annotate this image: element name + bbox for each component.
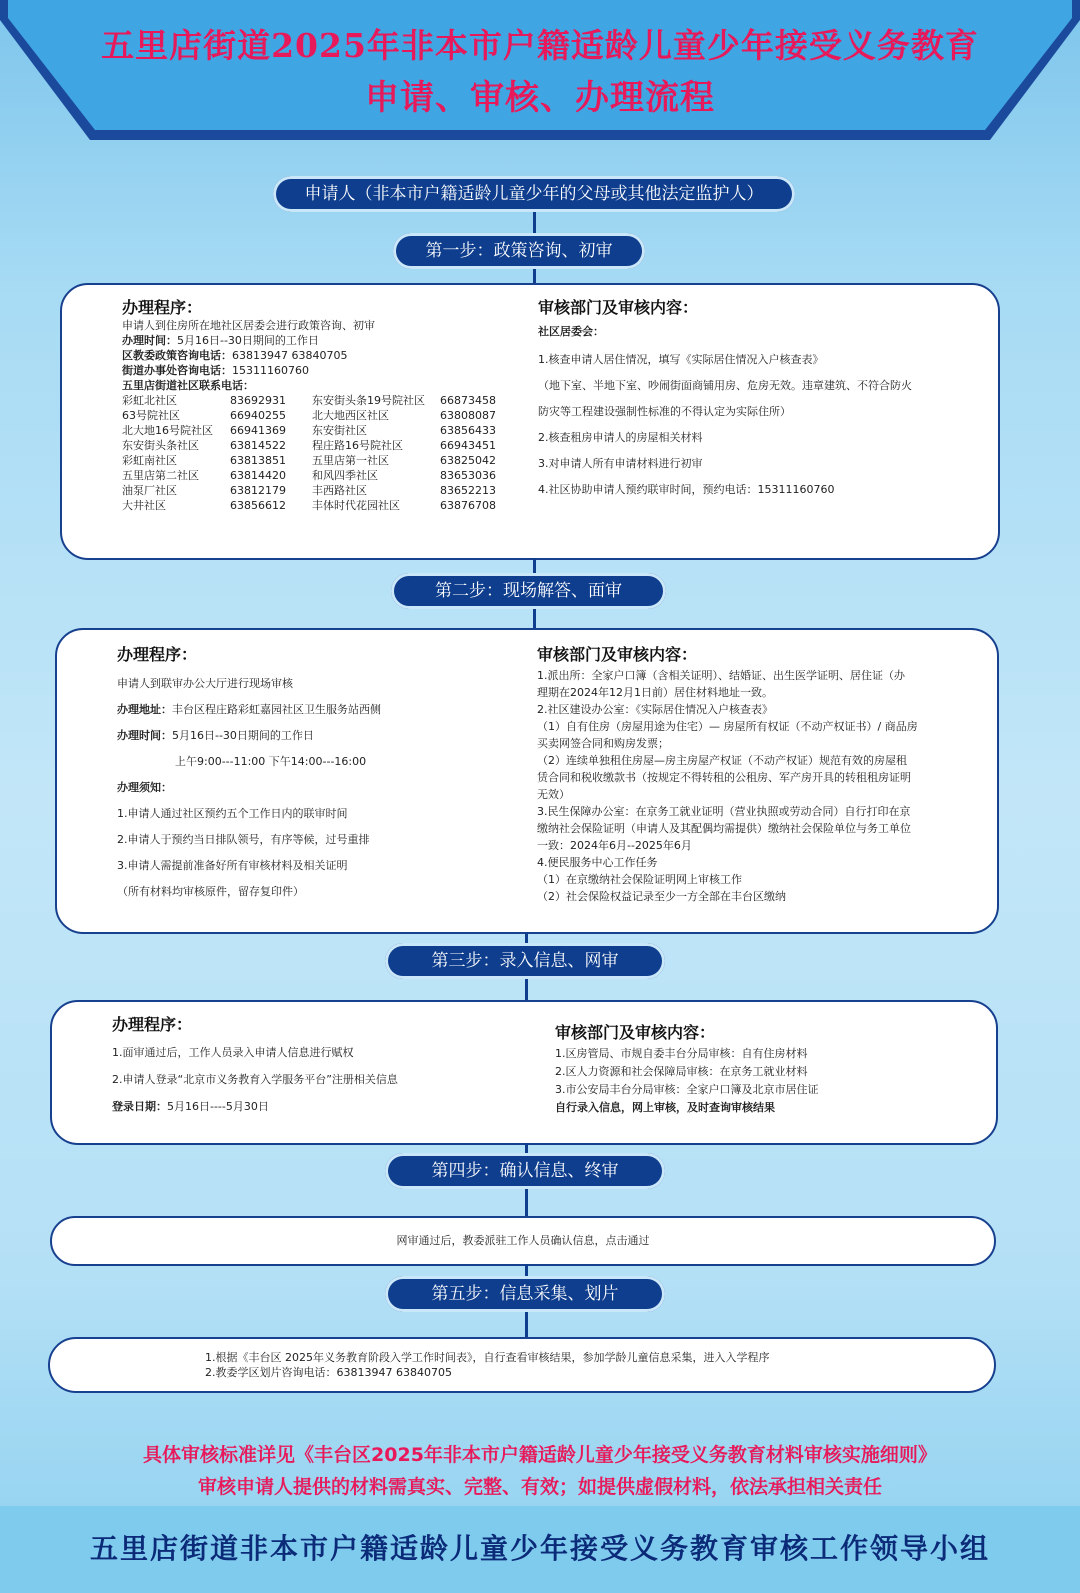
step3-right-item: 3.市公安局丰台分局审核：全家户口簿及北京市居住证 [555, 1083, 819, 1096]
step2-procedure [117, 642, 527, 905]
review-standard-note: 具体审核标准详见《丰台区2025年非本市户籍适龄儿童少年接受义务教育材料审核实施细则》 [143, 1444, 937, 1466]
community-phone: 63813851 [230, 454, 286, 467]
step2-item: 缴纳社会保险证明（申请人及其配偶均需提供）缴纳社会保险单位与务工单位 [537, 822, 911, 835]
step1-item: （地下室、半地下室、吵闹街面商铺用房、危房无效。违章建筑、不符合防火 [538, 379, 912, 392]
step3-date-value: 5月16日----5月30日 [167, 1100, 269, 1113]
connector [525, 1189, 528, 1219]
step2-notice: （所有材料均审核原件，留存复印件） [117, 885, 304, 898]
community-phone: 63856612 [230, 499, 286, 512]
step1-item: 2.核查租房申请人的房屋相关材料 [538, 431, 703, 444]
community-phone: 63814420 [230, 469, 286, 482]
community-row [122, 438, 522, 453]
community-phone: 63808087 [440, 409, 496, 422]
community-name: 油泵厂社区 [122, 484, 177, 497]
step3-right-heading: 审核部门及审核内容： [555, 1023, 716, 1042]
page-title: 五里店街道2025年非本市户籍适龄儿童少年接受义务教育 [101, 26, 979, 65]
step3-right-item: 2.区人力资源和社会保障局审核：在京务工就业材料 [555, 1065, 808, 1078]
step2-hours: 上午9:00---11:00 下午14:00---16:00 [175, 755, 367, 768]
step1-edu-label: 区教委政策咨询电话： [122, 349, 232, 362]
community-row [122, 498, 522, 513]
step1-box [60, 283, 1000, 560]
step2-item: 买卖网签合同和购房发票； [537, 737, 669, 750]
step1-time-label: 办理时间： [122, 334, 177, 347]
community-phone: 83652213 [440, 484, 496, 497]
step3-item: 1.面审通过后，工作人员录入申请人信息进行赋权 [112, 1046, 354, 1059]
community-phone: 83653036 [440, 469, 496, 482]
step1-left-heading: 办理程序： [122, 298, 203, 317]
community-phone: 66940255 [230, 409, 286, 422]
step2-item: 一致：2024年6月--2025年6月 [537, 839, 692, 852]
step1-item: 1.核查申请人居住情况，填写《实际居住情况入户核查表》 [538, 353, 824, 366]
step2-notice: 1.申请人通过社区预约五个工作日内的联审时间 [117, 807, 348, 820]
community-name: 东安街社区 [312, 424, 367, 437]
community-name: 63号院社区 [122, 409, 180, 422]
step2-item: 4.便民服务中心工作任务 [537, 856, 658, 869]
step1-community-label: 五里店街道社区联系电话： [122, 379, 254, 392]
community-name: 丰体时代花园社区 [312, 499, 400, 512]
community-phone-list [122, 393, 522, 513]
step2-time-label: 办理时间： [117, 729, 172, 742]
community-phone: 63876708 [440, 499, 496, 512]
step2-addr-value: 丰台区程庄路彩虹嘉园社区卫生服务站西侧 [172, 703, 381, 716]
step5-label: 第五步：信息采集、划片 [385, 1276, 665, 1312]
step1-label: 第一步：政策咨询、初审 [393, 233, 645, 269]
step2-notice: 2.申请人于预约当日排队领号，有序等候，过号重排 [117, 833, 370, 846]
step2-notice: 3.申请人需提前准备好所有审核材料及相关证明 [117, 859, 348, 872]
community-name: 五里店第一社区 [312, 454, 389, 467]
community-row [122, 408, 522, 423]
community-name: 大井社区 [122, 499, 166, 512]
step1-right-heading: 审核部门及审核内容： [538, 298, 699, 317]
community-name: 彩虹南社区 [122, 454, 177, 467]
community-phone: 66943451 [440, 439, 496, 452]
step1-item: 3.对申请人所有申请材料进行初审 [538, 457, 703, 470]
community-row [122, 483, 522, 498]
step2-review [537, 642, 982, 905]
step1-procedure [122, 295, 522, 513]
step1-item: 防灾等工程建设强制性标准的不得认定为实际住所） [538, 405, 791, 418]
step5-line2: 2.教委学区划片咨询电话：63813947 63840705 [205, 1366, 452, 1379]
step3-right-item: 1.区房管局、市规自委丰台分局审核：自有住房材料 [555, 1047, 808, 1060]
community-row [122, 423, 522, 438]
step1-review [538, 295, 988, 503]
community-row [122, 393, 522, 408]
community-name: 北大地西区社区 [312, 409, 389, 422]
step2-item: 2.社区建设办公室：《实际居住情况入户核查表》 [537, 703, 773, 716]
community-name: 彩虹北社区 [122, 394, 177, 407]
community-phone: 66873458 [440, 394, 496, 407]
community-row [122, 453, 522, 468]
community-phone: 63812179 [230, 484, 286, 497]
community-name: 五里店第二社区 [122, 469, 199, 482]
step2-addr-label: 办理地址： [117, 703, 172, 716]
step2-item: 理期在2024年12月1日前）居住材料地址一致。 [537, 686, 773, 699]
step2-line1: 申请人到联审办公大厅进行现场审核 [117, 677, 293, 690]
community-row [122, 468, 522, 483]
step3-item: 2.申请人登录“北京市义务教育入学服务平台”注册相关信息 [112, 1073, 398, 1086]
step1-right-sub: 社区居委会： [538, 325, 604, 338]
step1-edu-value: 63813947 63840705 [232, 349, 348, 362]
step2-item: （1）自有住房（房屋用途为住宅）— 房屋所有权证（不动产权证书）/ 商品房 [537, 720, 918, 733]
step2-item: （1）在京缴纳社会保险证明网上审核工作 [537, 873, 742, 886]
community-name: 程庄路16号院社区 [312, 439, 403, 452]
step1-line1: 申请人到住房所在地社区居委会进行政策咨询、初审 [122, 319, 375, 332]
step2-time-value: 5月16日--30日期间的工作日 [172, 729, 314, 742]
step2-right-heading: 审核部门及审核内容： [537, 645, 698, 664]
community-phone: 63825042 [440, 454, 496, 467]
step2-item: （2）连续单独租住房屋—房主房屋产权证（不动产权证）规范有效的房屋租 [537, 754, 907, 767]
community-phone: 63856433 [440, 424, 496, 437]
step3-review [555, 1020, 975, 1117]
step5-box [48, 1337, 996, 1393]
page-subtitle: 申请、审核、办理流程 [365, 78, 715, 118]
authenticity-note: 审核申请人提供的材料需真实、完整、有效；如提供虚假材料，依法承担相关责任 [197, 1476, 882, 1498]
connector [525, 1312, 528, 1340]
community-phone: 63814522 [230, 439, 286, 452]
applicant-label: 申请人（非本市户籍适龄儿童少年的父母或其他法定监护人） [273, 176, 795, 212]
step1-item: 4.社区协助申请人预约联审时间，预约电话：15311160760 [538, 483, 835, 496]
step4-box [50, 1216, 996, 1266]
step4-label: 第四步：确认信息、终审 [385, 1153, 665, 1189]
community-name: 和风四季社区 [312, 469, 378, 482]
step2-label: 第二步：现场解答、面审 [391, 573, 666, 609]
step3-date-label: 登录日期： [112, 1100, 167, 1113]
step5-line1: 1.根据《丰台区 2025年义务教育阶段入学工作时间表》，自行查看审核结果，参加学龄儿童信息采集，进入入学程序 [205, 1351, 770, 1364]
community-name: 丰西路社区 [312, 484, 367, 497]
community-name: 东安街头条19号院社区 [312, 394, 425, 407]
step2-item: （2）社会保险权益记录至少一方全部在丰台区缴纳 [537, 890, 786, 903]
step3-label: 第三步：录入信息、网审 [385, 943, 665, 979]
header-banner [0, 0, 1080, 150]
step2-box [55, 628, 999, 934]
step3-left-heading: 办理程序： [112, 1015, 193, 1034]
community-name: 东安街头条社区 [122, 439, 199, 452]
step3-right-bold: 自行录入信息，网上审核，及时查询审核结果 [555, 1101, 775, 1114]
step2-notice-label: 办理须知： [117, 781, 172, 794]
step2-item: 无效） [537, 788, 570, 801]
step2-item: 1.派出所：全家户口簿（含相关证明）、结婚证、出生医学证明、居住证（办 [537, 669, 905, 682]
step1-street-label: 街道办事处咨询电话： [122, 364, 232, 377]
step1-street-value: 15311160760 [232, 364, 309, 377]
step4-text: 网审通过后，教委派驻工作人员确认信息，点击通过 [396, 1234, 650, 1247]
step2-item: 赁合同和税收缴款书（按规定不得转租的公租房、军产房开具的转租租房证明 [537, 771, 911, 784]
step3-box [50, 1000, 998, 1145]
step2-item: 3.民生保障办公室：在京务工就业证明（营业执照或劳动合同）自行打印在京 [537, 805, 911, 818]
step3-procedure [112, 1012, 542, 1120]
step2-left-heading: 办理程序： [117, 645, 198, 664]
community-name: 北大地16号院社区 [122, 424, 213, 437]
footer-organization: 五里店街道非本市户籍适龄儿童少年接受义务教育审核工作领导小组 [89, 1532, 990, 1565]
community-phone: 83692931 [230, 394, 286, 407]
step1-time-value: 5月16日--30日期间的工作日 [177, 334, 319, 347]
community-phone: 66941369 [230, 424, 286, 437]
